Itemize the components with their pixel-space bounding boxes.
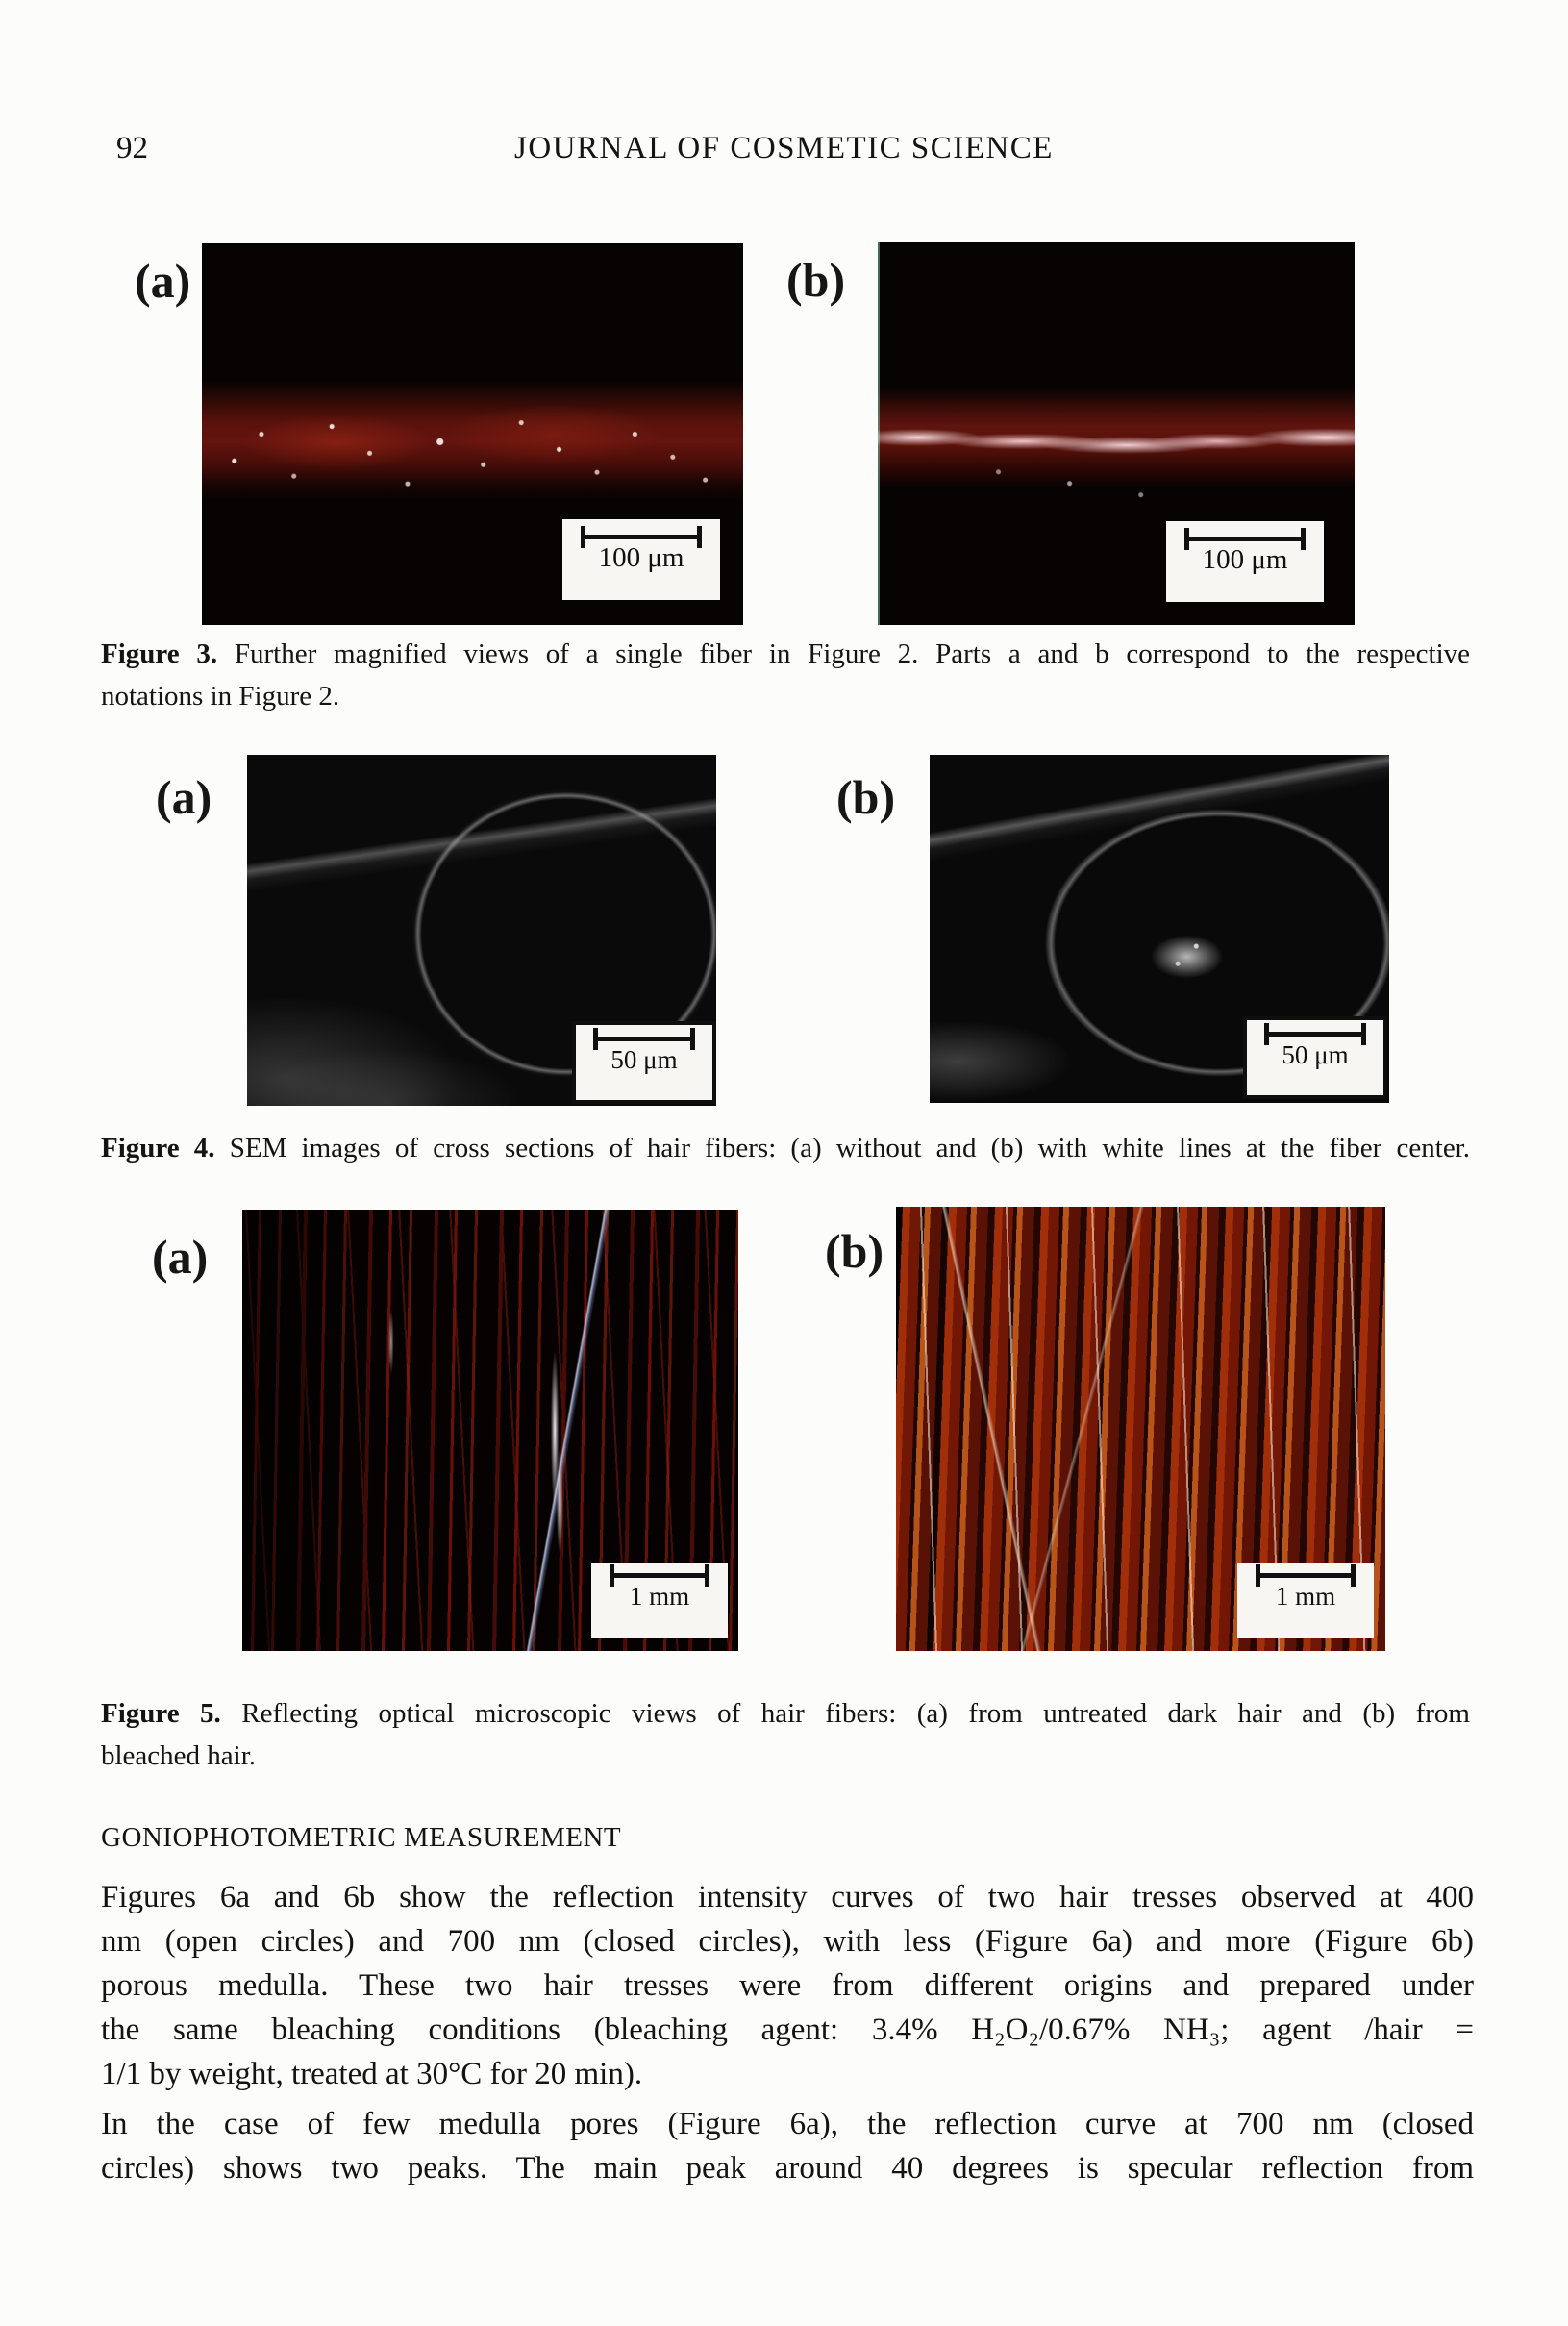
figure3-panel-a-micrograph [202, 243, 743, 625]
paragraph-1-line: porous medulla. These two hair tresses were from different origins and prepared under [101, 1968, 1474, 2003]
paragraph-1-line: 1/1 by weight, treated at 30°C for 20 min). [101, 2057, 643, 2091]
figure3-a-scale-bar [562, 519, 720, 600]
figure4-panel-b-sem-image [930, 755, 1389, 1103]
figure3-b-scale-bar [1166, 521, 1324, 602]
scale-bar-line [1264, 1032, 1366, 1037]
figure5-caption-lead: Figure 5. [101, 1698, 221, 1729]
section-heading: GONIOPHOTOMETRIC MEASUREMENT [101, 1822, 622, 1853]
figure5-caption-line1 [101, 1692, 1470, 1735]
figure4-panel-a-sem-image [247, 755, 716, 1106]
figure5-b-scale-bar [1237, 1563, 1374, 1638]
figure4-panel-a-label: (a) [156, 770, 212, 824]
figure5-panel-a-label: (a) [152, 1230, 209, 1284]
figure3-caption-text: Further magnified views of a single fiber in Figure 2. Parts a and b correspond to the respective [234, 638, 1471, 669]
figure3-caption-lead: Figure 3. [101, 638, 218, 669]
figure3-panel-b-label: (b) [786, 253, 846, 307]
figure4-a-scale-bar [572, 1021, 716, 1104]
paragraph-1-line: the same bleaching conditions (bleaching agent: 3.4% H₂O₂/0.67% NH₃; agent /hair = [101, 2013, 1474, 2047]
scale-bar-label: 100 μm [598, 542, 684, 573]
figure3-panel-b-micrograph [878, 242, 1355, 625]
figure4-caption-lead: Figure 4. [101, 1133, 215, 1163]
figure4-panel-b-label: (b) [836, 770, 896, 824]
paragraph-2 [101, 2102, 1474, 2190]
figure5-caption-text: Reflecting optical microscopic views of hair fibers: (a) from untreated dark hair and (b) from [241, 1698, 1470, 1729]
scale-bar-line [1256, 1573, 1356, 1578]
page-number: 92 [116, 131, 148, 165]
paragraph-2-line: In the case of few medulla pores (Figure 6a), the reflection curve at 700 nm (closed [101, 2107, 1474, 2141]
paragraph-2-line: circles) shows two peaks. The main peak around 40 degrees is specular reflection from [101, 2151, 1474, 2186]
figure5-caption [101, 1692, 1470, 1777]
figure3-panel-a-label: (a) [135, 254, 191, 308]
figure5-a-scale-bar [591, 1563, 728, 1638]
scale-bar-label: 50 μm [1282, 1040, 1349, 1069]
journal-running-title: JOURNAL OF COSMETIC SCIENCE [514, 131, 1054, 165]
scale-bar-label: 50 μm [610, 1045, 678, 1074]
scale-bar-line [581, 535, 702, 539]
figure4-b-scale-bar [1243, 1016, 1387, 1099]
figure5-panel-b-label: (b) [825, 1224, 884, 1278]
scale-bar-line [610, 1573, 709, 1578]
figure4-caption [101, 1127, 1470, 1169]
paragraph-1-line: Figures 6a and 6b show the reflection intensity curves of two hair tresses observed at 400 [101, 1880, 1474, 1914]
scale-bar-label: 100 μm [1202, 544, 1288, 575]
figure3-caption-line2: notations in Figure 2. [101, 681, 340, 712]
scale-bar-label: 1 mm [1275, 1582, 1336, 1611]
figure3-caption-line1 [101, 633, 1470, 675]
scale-bar-line [1184, 537, 1306, 541]
figure3-caption [101, 633, 1470, 717]
figure5-caption-line2: bleached hair. [101, 1740, 257, 1771]
figure4-caption-line1 [101, 1127, 1470, 1169]
scale-bar-line [593, 1037, 695, 1041]
figure4-caption-text: SEM images of cross sections of hair fibers: (a) without and (b) with white lines at the fiber center. [229, 1133, 1470, 1163]
figure5-panel-a-micrograph [242, 1210, 738, 1651]
paragraph-1 [101, 1875, 1474, 2096]
scale-bar-label: 1 mm [629, 1582, 690, 1611]
paragraph-1-line: nm (open circles) and 700 nm (closed circles), with less (Figure 6a) and more (Figure 6b) [101, 1924, 1474, 1959]
figure5-panel-b-micrograph [896, 1207, 1385, 1651]
